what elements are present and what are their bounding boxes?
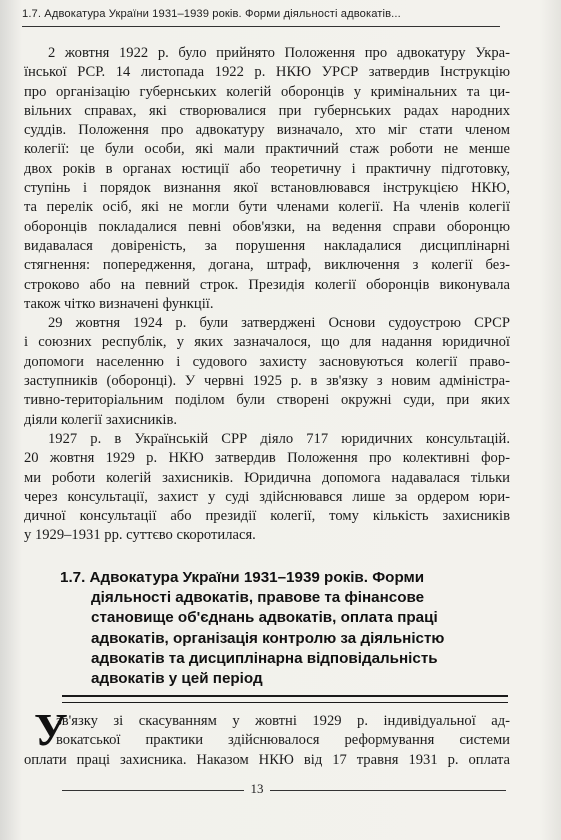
text-line: про організацію губернських колегій оборонців у кримінальних та ци- (24, 83, 510, 100)
text-line: стягнення: попередження, догана, штраф, виключення з колегії без- (24, 257, 510, 274)
paragraph (24, 430, 510, 546)
header-rule (22, 26, 500, 27)
text-line: вокатської практики здійснювалося реформування системи (56, 732, 510, 749)
text-line: також чітко визначені функції. (24, 295, 214, 312)
heading-line: 1.7. Адвокатура України 1931–1939 років. Форми (60, 569, 425, 586)
text-line: строково або на певний строк. Президія колегії оборонців виконувала (24, 276, 510, 293)
heading-line: адвокатів та дисциплінарна відповідальність (91, 649, 438, 667)
text-line: їнської РСР. 14 листопада 1922 р. НКЮ УРСР затвердив Інструкцію (24, 64, 510, 81)
text-line: через консультації, захист у суді здійснювався лише за ордером юри- (24, 488, 510, 505)
body-text (24, 44, 510, 546)
text-line: ступінь і порядок визнання якої встановлювався інструкцією НКЮ, (24, 180, 510, 197)
text-line: колегії: це були особи, які мали практичний стаж роботи не менше (24, 141, 510, 158)
text-line: тивно-територіальним поділом були створені окружні суди, при яких (24, 392, 510, 409)
heading-line: адвокатів, організація контролю за діяльністю (91, 629, 445, 647)
text-line: оплати праці захисника. Наказом НКЮ від 17 травня 1931 р. оплата (24, 751, 510, 768)
paragraph (24, 44, 510, 314)
text-line: дичної консультації або президії колегії, тому кількість захисників (24, 508, 510, 525)
text-line: допомоги населенню і судового захисту засновуються колегії право- (24, 353, 510, 370)
heading-line: адвокатів у цей період (91, 670, 263, 688)
text-line: діяли колегії захисників. (24, 411, 178, 428)
text-line: двох років в органах юстиції або теоретичну і практичну підготовку, (24, 160, 510, 177)
text-line: і союзних республік, у яких зазначалося, що для надання юридичної (24, 334, 510, 351)
section-divider (62, 695, 508, 703)
section-paragraph (24, 704, 510, 770)
footer-rule-right (270, 790, 506, 791)
text-line: 1927 р. в Українській СРР діяло 717 юридичних консультацій. (48, 430, 510, 447)
text-line: у 1929–1931 рр. суттєво скоротилася. (24, 527, 256, 544)
text-line: 29 жовтня 1924 р. були затверджені Основи судоустрою СРСР (48, 315, 510, 332)
text-line: суддів. Положення про адвокатуру визначало, хто міг стати членом (24, 122, 510, 139)
page-number: 13 (250, 781, 264, 796)
heading-line: діяльності адвокатів, правове та фінансове (91, 589, 425, 607)
footer-rule-left (62, 790, 244, 791)
text-line: оборонців покладалися певні обов'язки, на ведення справи оборонцю (24, 218, 510, 235)
text-line: заступників (оборонці). У червні 1925 р. в зв'язку з новим адміністра- (24, 373, 510, 390)
text-line: та перелік осіб, які не могли бути членами колегії. На членів колегії (24, 199, 510, 216)
text-line: 2 жовтня 1922 р. було прийнято Положення про адвокатуру Укра- (48, 45, 510, 61)
heading-line: становище об'єднань адвокатів, оплата праці (91, 609, 438, 627)
text-line: зв'язку зі скасуванням у жовтні 1929 р. індивідуальної ад- (56, 713, 510, 729)
section-heading (60, 568, 500, 689)
text-line: вільних справах, які створювалися при губернських радах народних (24, 102, 510, 119)
text-line: 20 жовтня 1929 р. НКЮ затвердив Положення про колективні фор- (24, 450, 510, 467)
drop-cap: У (34, 704, 68, 755)
text-line: ми роботи колегій захисників. Юридична допомога надавалася тільки (24, 469, 510, 486)
running-head: 1.7. Адвокатура України 1931–1939 років. Форми діяльності адвокатів... (22, 8, 401, 20)
paragraph (24, 314, 510, 430)
text-line: видавалася довіреність, за порушення накладалися дисциплінарні (24, 237, 510, 254)
